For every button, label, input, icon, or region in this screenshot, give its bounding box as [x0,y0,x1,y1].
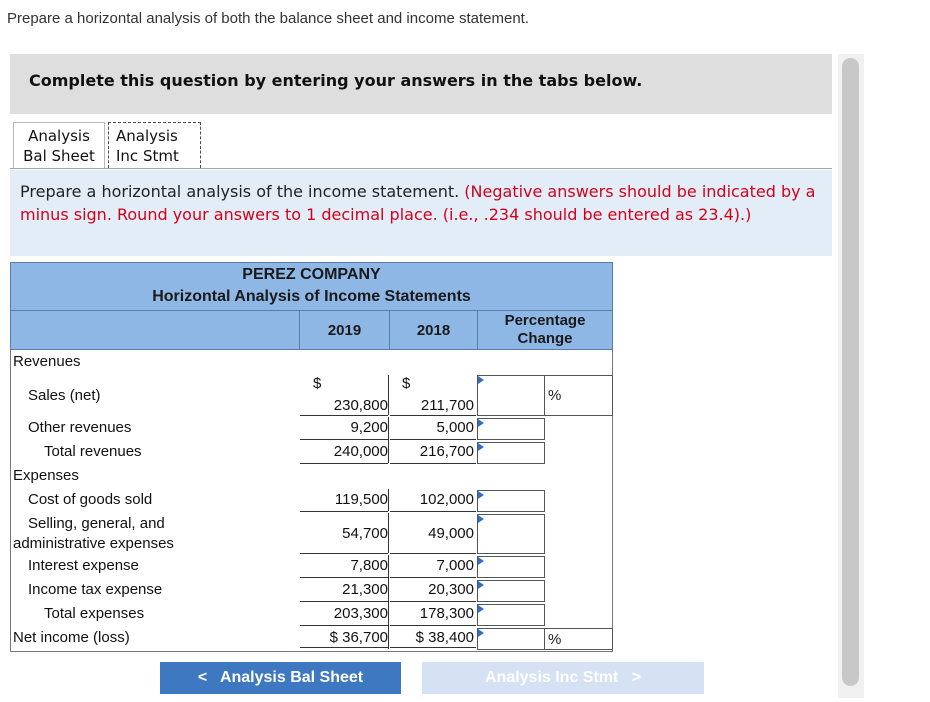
header-label-cell [10,310,299,350]
underline [390,625,476,626]
underline [300,577,388,578]
interest-2019: 7,800 [350,557,388,574]
pct-input-sales[interactable] [477,375,545,416]
percent-sign-box: % [545,375,613,416]
tax-2018: 20,300 [428,581,474,598]
table-title-block [10,262,613,310]
underline [390,439,476,440]
sga-2019: 54,700 [342,525,388,542]
question-prompt: Prepare a horizontal analysis of both the balance sheet and income statement. [7,10,529,27]
tab-divider [10,168,832,169]
tab-label-line2: Bal Sheet [23,147,95,165]
interest-label: Interest expense [28,557,139,574]
instructions-note: (Negative answers should be indicated by a minus sign. Round your answers to 1 decimal place. (i.e., .234 should be entered as 23.4).) [20,182,816,224]
sales-label: Sales (net) [28,387,101,404]
pct-input-sga[interactable] [477,514,545,554]
tab-analysis-inc-stmt[interactable] [108,122,201,168]
net-income-2018: $ 38,400 [415,629,474,646]
header-percentage-change [477,310,613,350]
prev-tab-button[interactable] [160,662,401,694]
chevron-left-icon: < [197,669,208,686]
scrollbar-thumb[interactable] [842,58,859,686]
total-revenues-label: Total revenues [44,443,142,460]
statement-title: Horizontal Analysis of Income Statements [152,288,471,305]
net-income-label: Net income (loss) [13,629,130,646]
pct-input-tax[interactable] [477,580,545,602]
header-pct-line1: Percentage [504,312,586,329]
prev-tab-label: Analysis Bal Sheet [219,669,364,686]
company-name: PEREZ COMPANY [242,266,381,283]
total-expenses-label: Total expenses [44,605,145,622]
underline [390,511,476,512]
underline [300,415,388,416]
cogs-2019: 119,500 [334,491,388,508]
sales-2018: 211,700 [420,397,474,414]
cogs-2018: 102,000 [419,491,474,508]
tab-label-line1: Analysis [116,127,178,145]
pct-input-net-income[interactable] [477,628,545,650]
table-border-bottom [10,651,613,652]
pct-input-other-revenues[interactable] [477,418,545,440]
rule-v [388,513,389,553]
underline [390,463,476,464]
total-rev-2018: 216,700 [419,443,474,460]
header-pct-line2: Change [517,330,573,347]
expenses-header: Expenses [13,467,79,484]
pct-input-total-expenses[interactable] [477,604,545,626]
underline [390,415,476,416]
table-border-left [10,350,11,652]
underline [390,647,476,648]
instructions-box [10,170,832,256]
underline [300,625,388,626]
other-rev-2019: 9,200 [350,419,388,436]
rule-v [388,555,389,649]
next-tab-label: Analysis Inc Stmt [484,669,619,686]
other-revenues-label: Other revenues [28,419,132,436]
pct-input-total-revenues[interactable] [477,442,545,464]
dollar-sign-2019: $ [313,375,322,392]
instructions-main: Prepare a horizontal analysis of the income statement. [20,182,460,201]
tab-label-line1: Analysis [28,127,90,145]
pct-input-cogs[interactable] [477,490,545,512]
pct-input-interest[interactable] [477,556,545,578]
percent-sign-box: % [545,628,613,650]
header-2019: 2019 [299,310,389,350]
tax-2019: 21,300 [342,581,388,598]
total-exp-2018: 178,300 [419,605,474,622]
sales-2019: 230,800 [333,397,388,414]
rule-v [388,489,389,511]
panel-heading: Complete this question by entering your answers in the tabs below. [10,54,832,114]
underline [300,439,388,440]
sga-label-line2: administrative expenses [13,535,174,552]
next-tab-button[interactable] [422,662,704,694]
dollar-sign-2018: $ [402,375,411,392]
interest-2018: 7,000 [436,557,474,574]
tax-label: Income tax expense [28,581,163,598]
underline [300,647,388,648]
rule-v [388,417,389,463]
underline [390,553,476,554]
underline [300,601,388,602]
header-2018: 2018 [389,310,477,350]
net-income-2019: $ 36,700 [329,629,388,646]
other-rev-2018: 5,000 [436,419,474,436]
total-rev-2019: 240,000 [333,443,388,460]
tab-label-line2: Inc Stmt [116,147,179,165]
tab-analysis-bal-sheet[interactable] [13,122,105,168]
sga-2018: 49,000 [428,525,474,542]
underline [300,511,388,512]
underline [390,601,476,602]
rule-v [388,375,389,415]
chevron-right-icon: > [631,669,642,686]
underline [300,463,388,464]
cogs-label: Cost of goods sold [28,491,153,508]
underline [300,553,388,554]
total-exp-2019: 203,300 [333,605,388,622]
revenues-header: Revenues [13,353,81,370]
sga-label-line1: Selling, general, and [28,515,165,532]
underline [390,577,476,578]
